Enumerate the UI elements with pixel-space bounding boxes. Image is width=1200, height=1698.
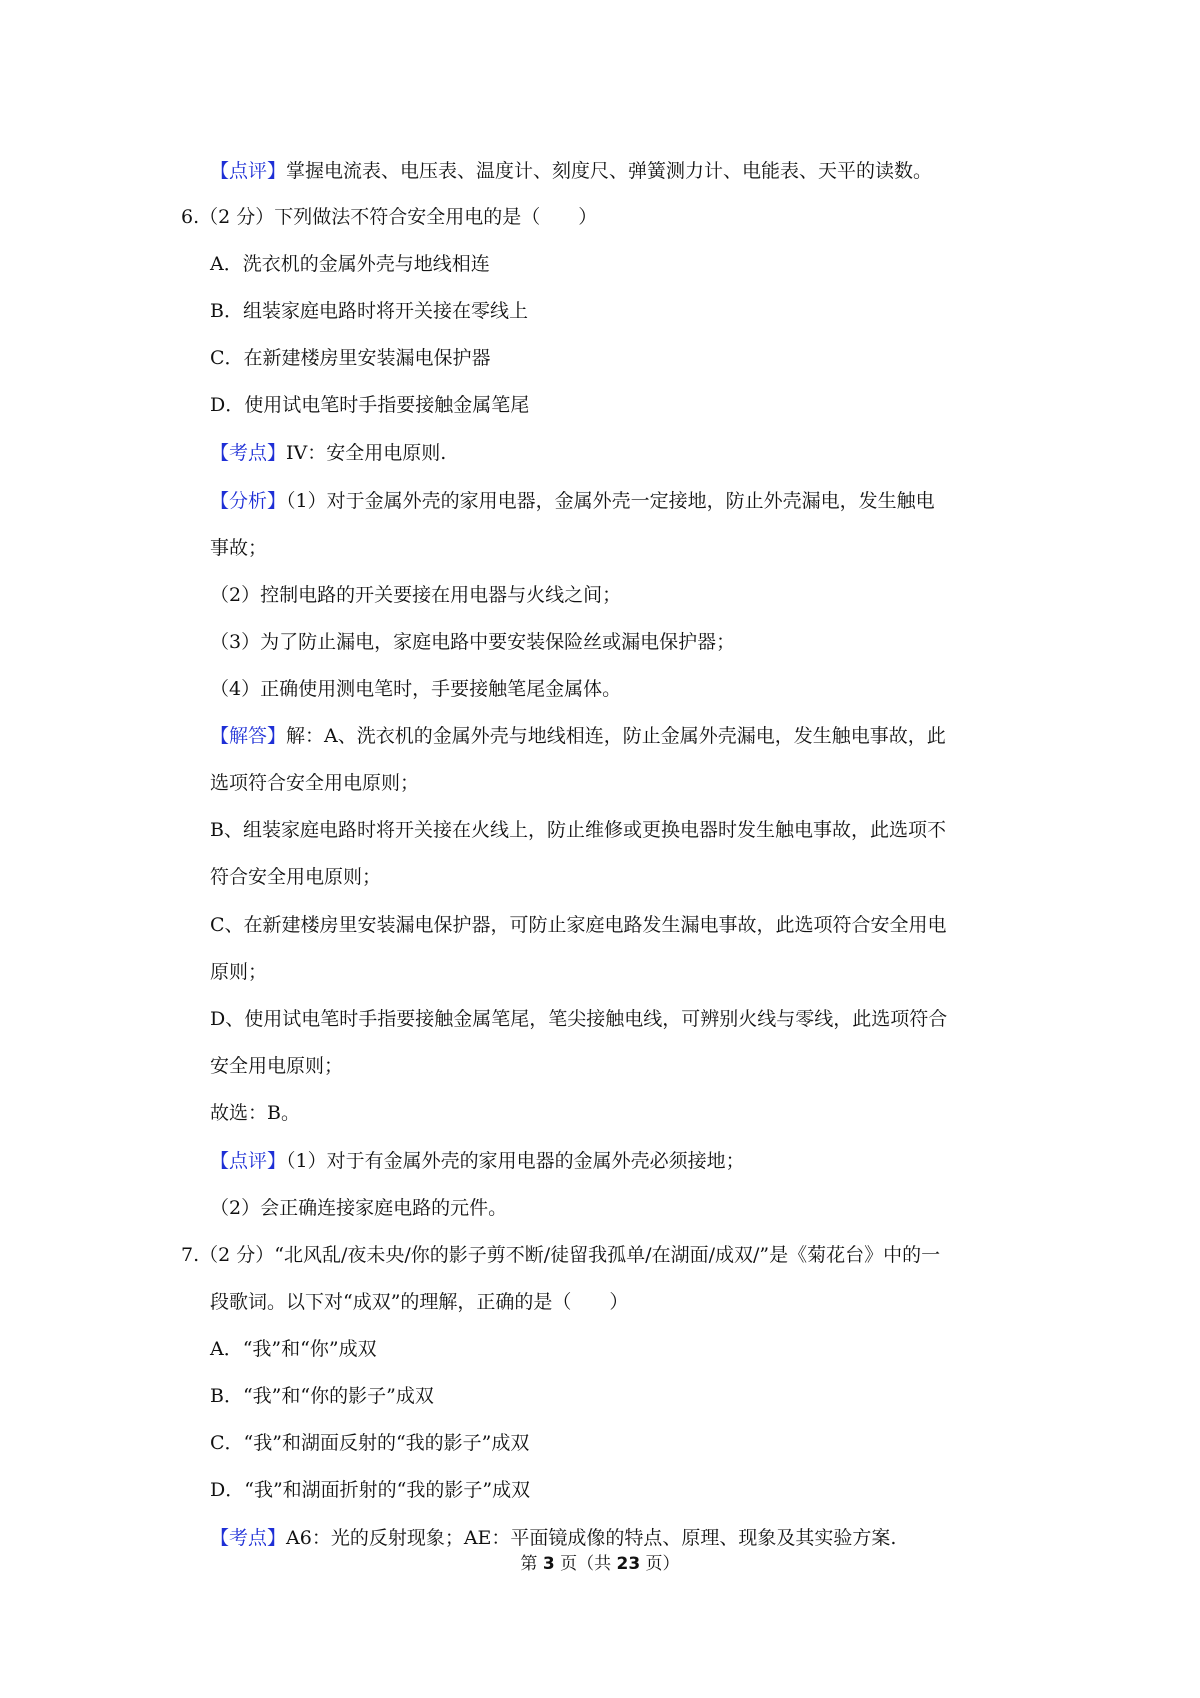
answer-text: 故选：B。 <box>210 1102 300 1124</box>
total-page-number: 23 <box>616 1554 641 1574</box>
option-text: A．“我”和“你”成双 <box>210 1338 377 1360</box>
analysis-text: （1）对于金属外壳的家用电器，金属外壳一定接地，防止外壳漏电，发生触电 <box>286 490 935 512</box>
question-text: 7.（2 分）“北风乱/夜未央/你的影子剪不断/徒留我孤单/在湖面/成双/”是《菊花台》中的一 <box>181 1244 941 1266</box>
answer-d <box>210 1006 947 1032</box>
answer-text: 解：A、洗衣机的金属外壳与地线相连，防止金属外壳漏电，发生触电事故，此 <box>286 725 946 747</box>
option-c <box>210 345 491 371</box>
answer-line <box>210 723 946 749</box>
analysis-tag: 【分析】 <box>210 490 287 512</box>
option-text: A．洗衣机的金属外壳与地线相连 <box>210 253 490 275</box>
analysis-point-4 <box>210 676 621 702</box>
knowledge-point-line-2 <box>210 1525 896 1551</box>
analysis-text: （3）为了防止漏电，家庭电路中要安装保险丝或漏电保护器； <box>210 631 736 653</box>
option-text: D．“我”和湖面折射的“我的影子”成双 <box>210 1479 531 1501</box>
knowledge-point-line <box>210 440 446 466</box>
answer-selection <box>210 1100 300 1126</box>
comment-line-2-point-2 <box>210 1195 507 1221</box>
answer-text: B、组装家庭电路时将开关接在火线上，防止维修或更换电器时发生触电事故，此选项不 <box>210 819 946 841</box>
answer-text: 选项符合安全用电原则； <box>210 772 420 794</box>
answer-b-continuation <box>210 864 381 890</box>
option-text: C．在新建楼房里安装漏电保护器 <box>210 347 491 369</box>
answer-c-continuation <box>210 959 267 985</box>
footer-middle: 页（共 <box>554 1554 617 1574</box>
option-text: B．组装家庭电路时将开关接在零线上 <box>210 300 528 322</box>
answer-text: D、使用试电笔时手指要接触金属笔尾，笔尖接触电线，可辨别火线与零线，此选项符合 <box>210 1008 948 1030</box>
option-d <box>210 1477 530 1503</box>
question-6-stem <box>181 204 597 230</box>
knowledge-point-text: IV：安全用电原则. <box>286 442 447 464</box>
option-d <box>210 392 529 418</box>
footer-suffix: 页） <box>640 1554 680 1574</box>
analysis-text: 事故； <box>210 537 268 559</box>
option-b <box>210 298 528 324</box>
knowledge-point-tag: 【考点】 <box>210 442 287 464</box>
answer-text: 符合安全用电原则； <box>210 866 382 888</box>
knowledge-point-tag: 【考点】 <box>210 1527 287 1549</box>
comment-text: 掌握电流表、电压表、温度计、刻度尺、弹簧测力计、电能表、天平的读数。 <box>286 160 933 182</box>
comment-line-2 <box>210 1148 745 1174</box>
option-a <box>210 251 490 277</box>
option-a <box>210 1336 377 1362</box>
footer-prefix: 第 <box>520 1554 543 1574</box>
answer-b <box>210 817 946 843</box>
answer-c <box>210 912 947 938</box>
option-c <box>210 1430 529 1456</box>
analysis-point-2 <box>210 582 621 608</box>
question-text: 段歌词。以下对“成双”的理解，正确的是（ ） <box>210 1291 629 1313</box>
answer-text: 安全用电原则； <box>210 1055 344 1077</box>
answer-text: C、在新建楼房里安装漏电保护器，可防止家庭电路发生漏电事故，此选项符合安全用电 <box>210 914 947 936</box>
option-text: D．使用试电笔时手指要接触金属笔尾 <box>210 394 530 416</box>
answer-continuation <box>210 770 419 796</box>
question-7-stem <box>181 1242 940 1268</box>
answer-text: 原则； <box>210 961 268 983</box>
question-7-stem-continuation <box>210 1289 628 1315</box>
comment-tag: 【点评】 <box>210 1150 287 1172</box>
current-page-number: 3 <box>542 1554 555 1574</box>
analysis-text: （4）正确使用测电笔时，手要接触笔尾金属体。 <box>210 678 622 700</box>
comment-line <box>210 158 932 184</box>
option-text: B．“我”和“你的影子”成双 <box>210 1385 434 1407</box>
knowledge-point-text: A6：光的反射现象；AE：平面镜成像的特点、原理、现象及其实验方案. <box>286 1527 897 1549</box>
analysis-text: （2）控制电路的开关要接在用电器与火线之间； <box>210 584 622 606</box>
analysis-line <box>210 488 935 514</box>
comment-tag: 【点评】 <box>210 160 287 182</box>
question-text: 6.（2 分）下列做法不符合安全用电的是（ ） <box>181 206 598 228</box>
option-b <box>210 1383 434 1409</box>
page-footer <box>0 1552 1200 1576</box>
answer-d-continuation <box>210 1053 343 1079</box>
analysis-point-3 <box>210 629 735 655</box>
comment-text: （2）会正确连接家庭电路的元件。 <box>210 1197 508 1219</box>
option-text: C．“我”和湖面反射的“我的影子”成双 <box>210 1432 530 1454</box>
answer-tag: 【解答】 <box>210 725 287 747</box>
analysis-continuation <box>210 535 267 561</box>
comment-text: （1）对于有金属外壳的家用电器的金属外壳必须接地； <box>286 1150 745 1172</box>
